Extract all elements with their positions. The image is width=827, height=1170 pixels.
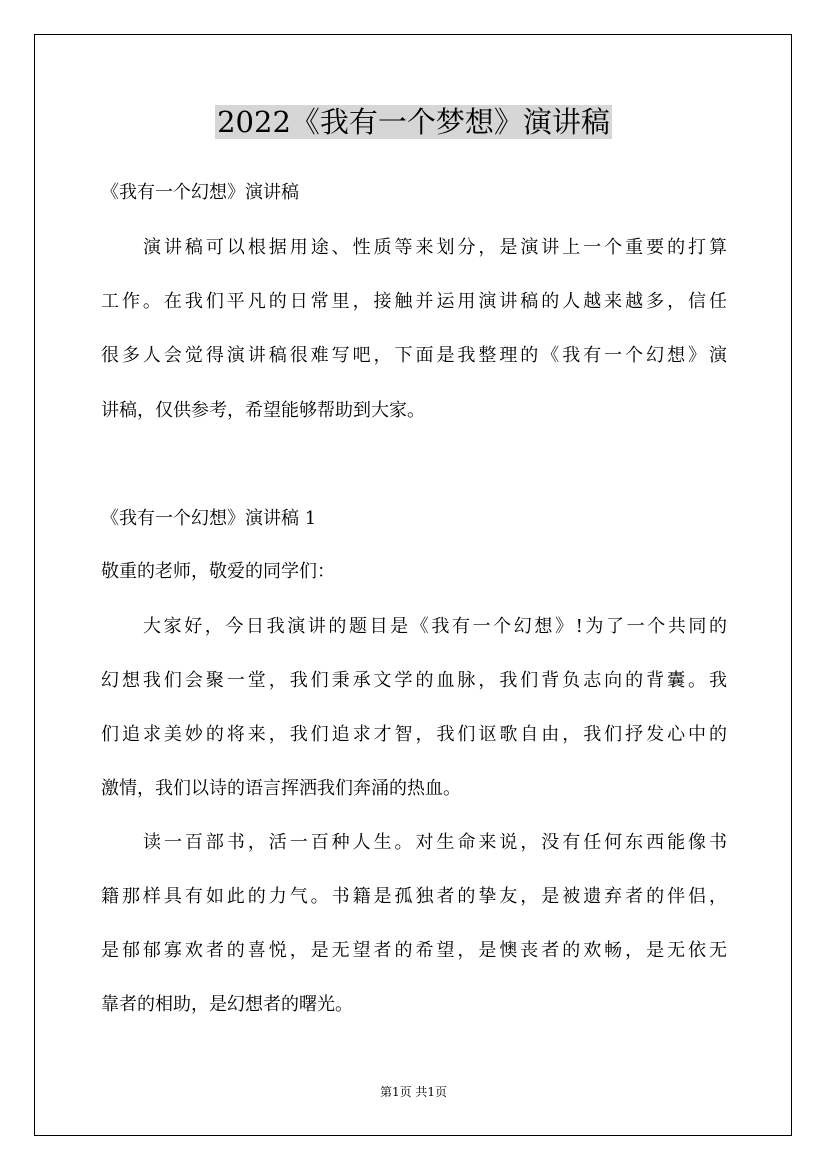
page-footer: 第1页 共1页 [379,1085,448,1099]
paragraph-line: 们追求美妙的将来，我们追求才智，我们讴歌自由，我们抒发心中的 [101,724,727,745]
intro-line: 很多人会觉得演讲稿很难写吧，下面是我整理的《我有一个幻想》演 [101,345,727,366]
paragraph-line: 激情，我们以诗的语言挥洒我们奔涌的热血。 [101,778,461,799]
intro-line: 讲稿，仅供参考，希望能够帮助到大家。 [101,400,425,421]
paragraph-line: 是郁郁寡欢者的喜悦，是无望者的希望，是懊丧者的欢畅，是无依无 [101,940,727,961]
paragraph-line: 大家好，今日我演讲的题目是《我有一个幻想》!为了一个共同的 [143,616,727,637]
paragraph-line: 靠者的相助，是幻想者的曙光。 [101,994,353,1015]
document-title [0,100,827,144]
paragraph-line: 读一百部书，活一百种人生。对生命来说，没有任何东西能像书 [143,832,727,853]
paragraph-line: 籍那样具有如此的力气。书籍是孤独者的挚友，是被遗弃者的伴侣， [101,886,727,907]
intro-line: 演讲稿可以根据用途、性质等来划分，是演讲上一个重要的打算 [143,237,727,258]
intro-heading: 《我有一个幻想》演讲稿 [101,182,299,203]
greeting: 敬重的老师，敬爱的同学们： [101,561,335,582]
document-title-highlight: 2022《我有一个梦想》演讲稿 [217,105,610,139]
paragraph-line: 幻想我们会聚一堂，我们秉承文学的血脉，我们背负志向的背囊。我 [101,670,727,691]
intro-line: 工作。在我们平凡的日常里，接触并运用演讲稿的人越来越多，信任 [101,291,727,312]
section-heading: 《我有一个幻想》演讲稿 1 [101,508,317,529]
